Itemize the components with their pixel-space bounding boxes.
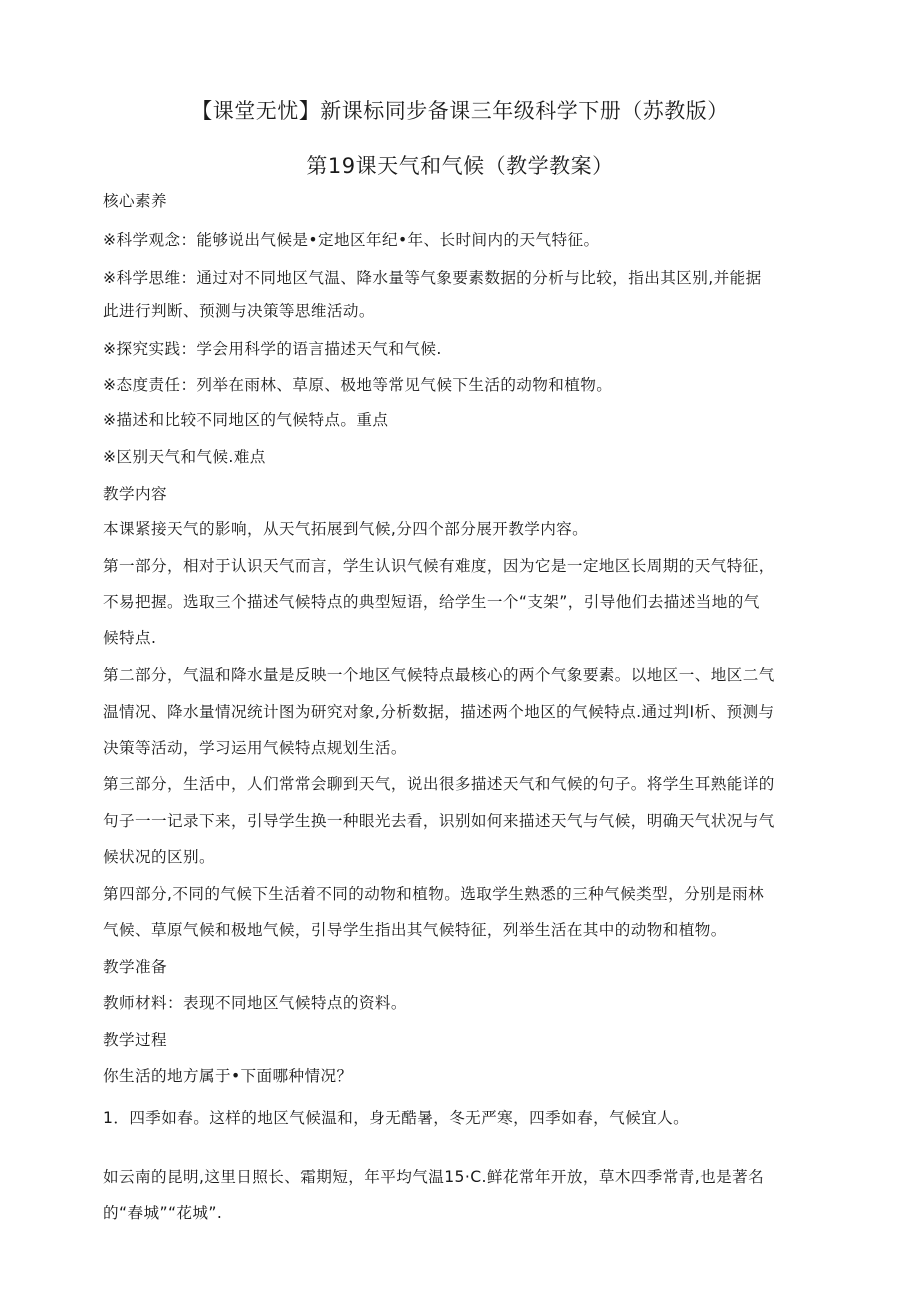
- paragraph-line: 第三部分，生活中，人们常常会聊到天气，说出很多描述天气和气候的句子。将学生耳熟能详的: [103, 775, 775, 793]
- paragraph-line: 句子一一记录下来，引导学生换一种眼光去看，识别如何来描述天气与气候，明确天气状况与气: [103, 812, 775, 830]
- paragraph-line: 教师材料：表现不同地区气候特点的资料。: [103, 994, 407, 1012]
- document-title: 【课堂无忧】新课标同步备课三年级科学下册（苏教版）: [191, 99, 729, 123]
- paragraph-line: 不易把握。选取三个描述气候特点的典型短语，给学生一个“支架”，引导他们去描述当地的气: [103, 593, 760, 611]
- paragraph-line: 决策等活动，学习运用气候特点规划生活。: [103, 739, 407, 757]
- heading-teaching-preparation: 教学准备: [103, 958, 167, 976]
- heading-teaching-process: 教学过程: [103, 1031, 167, 1049]
- paragraph-line: 本课紧接天气的影响，从天气拓展到气候,分四个部分展开教学内容。: [103, 520, 589, 538]
- paragraph-line: 第一部分，相对于认识天气而言，学生认识气候有难度，因为它是一定地区长周期的天气特征，: [103, 557, 775, 575]
- lesson-title: 第19课天气和气候（教学教案）: [306, 154, 614, 178]
- paragraph-line: 第二部分，气温和降水量是反映一个地区气候特点最核心的两个气象要素。以地区一、地区二气: [103, 666, 775, 684]
- paragraph-line: ※区别天气和气候.难点: [103, 448, 266, 466]
- paragraph-line: 温情况、降水量情况统计图为研究对象,分析数据，描述两个地区的气候特点.通过判I析、预测与: [103, 703, 775, 721]
- list-item: 1．四季如春。这样的地区气候温和，身无酷暑，冬无严寒，四季如春，气候宜人。: [103, 1109, 690, 1127]
- paragraph-line: 候状况的区别。: [103, 848, 215, 866]
- paragraph-line: ※态度责任：列举在雨林、草原、极地等常见气候下生活的动物和植物。: [103, 376, 613, 394]
- paragraph-line: 的“春城”“花城”.: [103, 1204, 223, 1222]
- paragraph-line: ※探究实践：学会用科学的语言描述天气和气候.: [103, 340, 442, 358]
- paragraph-line: 第四部分,不同的气候下生活着不同的动物和植物。选取学生熟悉的三种气候类型，分别是雨林: [103, 885, 765, 903]
- paragraph-line: ※科学观念：能够说出气候是•定地区年纪•年、长时间内的天气特征。: [103, 231, 600, 249]
- paragraph-line: ※描述和比较不同地区的气候特点。重点: [103, 411, 389, 429]
- paragraph-line: 你生活的地方属于•下面哪种情况？: [103, 1067, 353, 1085]
- paragraph-line: 如云南的昆明,这里日照长、霜期短，年平均气温15·C.鲜花常年开放，草木四季常青,也是著名: [103, 1168, 765, 1186]
- paragraph-line: 气候、草原气候和极地气候，引导学生指出其气候特征，列举生活在其中的动物和植物。: [103, 921, 727, 939]
- paragraph-line: ※科学思维：通过对不同地区气温、降水量等气象要素数据的分析与比较，指出其区别,并能据: [103, 269, 762, 287]
- heading-core-literacy: 核心素养: [103, 192, 167, 210]
- paragraph-line: 此进行判断、预测与决策等思维活动。: [103, 302, 375, 320]
- heading-teaching-content: 教学内容: [103, 485, 167, 503]
- paragraph-line: 候特点.: [103, 629, 157, 647]
